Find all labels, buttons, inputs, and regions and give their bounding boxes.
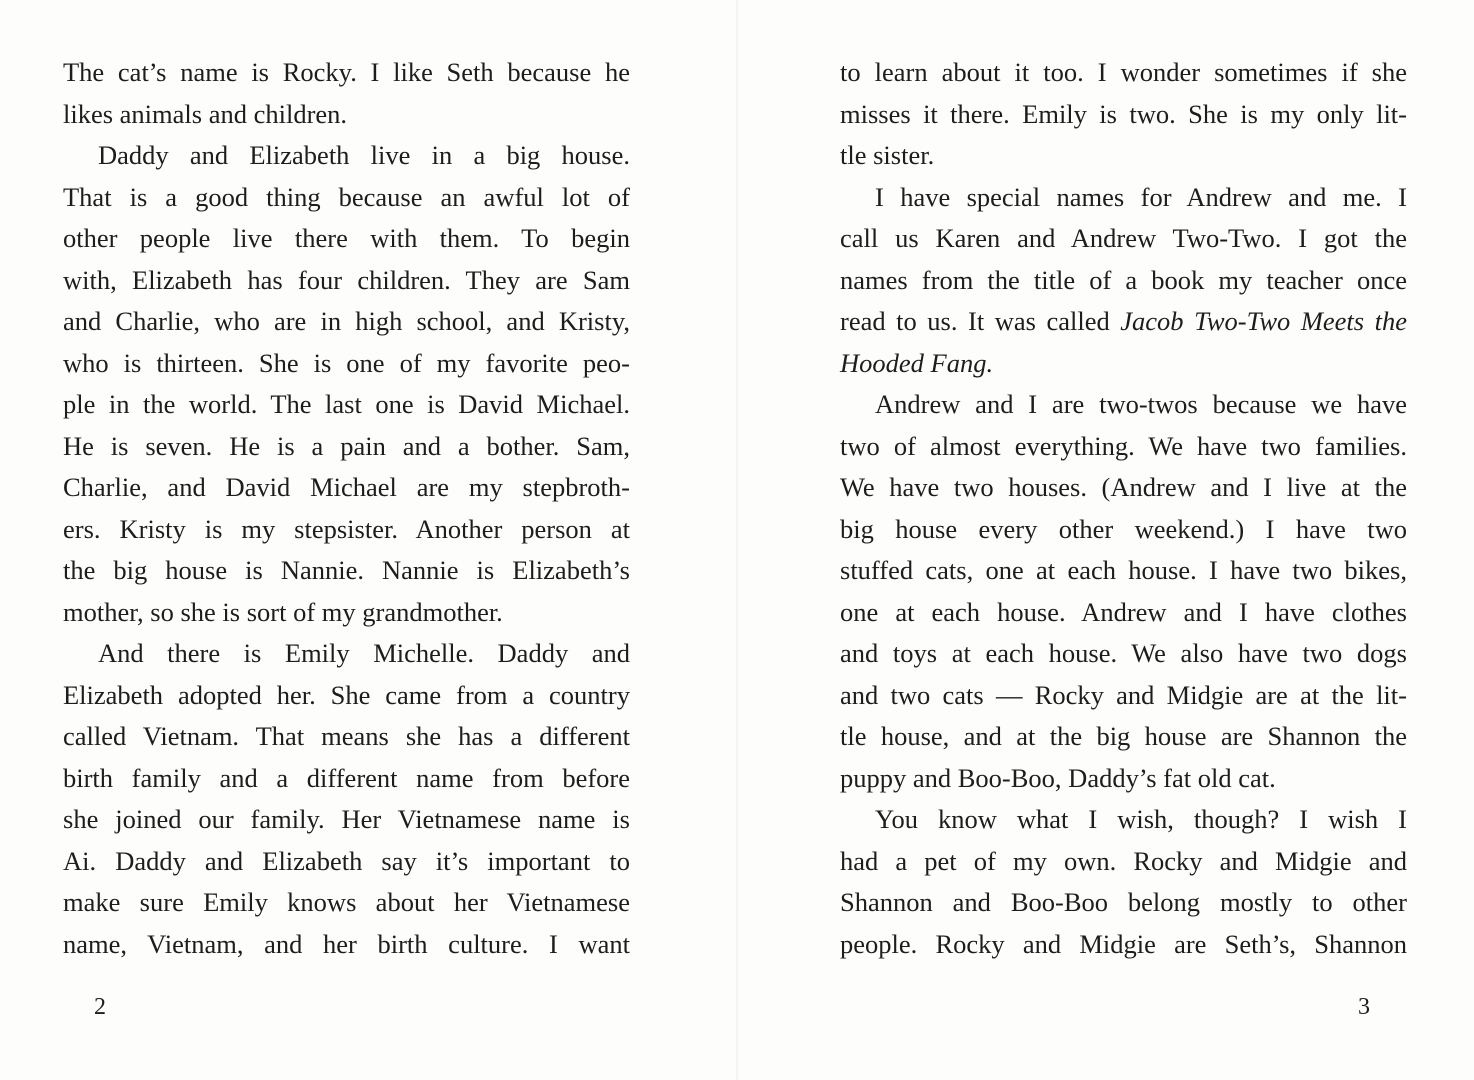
text-line (63, 716, 630, 758)
text-line (63, 467, 630, 509)
right-page-text (840, 52, 1407, 965)
text-line-content: to learn about it too. I wonder sometimes if she (840, 57, 1407, 87)
text-line (840, 426, 1407, 468)
text-line-content: He is seven. He is a pain and a bother. Sam, (63, 430, 630, 461)
text-line-content: read to us. It was called (840, 306, 1121, 336)
text-line-content: make sure Emily knows about her Vietnamese (63, 887, 630, 917)
text-line (840, 758, 1407, 800)
text-line (63, 509, 630, 551)
text-line-content: two of almost everything. We have two families. (840, 430, 1407, 461)
text-line (63, 260, 630, 302)
text-line-content: had a pet of my own. Rocky and Midgie and (840, 845, 1407, 876)
text-line (63, 177, 630, 219)
text-line-content: Elizabeth adopted her. She came from a country (63, 679, 630, 710)
text-line-content: call us Karen and Andrew Two-Two. I got the (840, 223, 1407, 253)
text-line-content: Andrew and I are two-twos because we have (875, 389, 1407, 419)
text-line-content: stuffed cats, one at each house. I have two bikes, (840, 555, 1407, 585)
text-line-content: And there is Emily Michelle. Daddy and (98, 638, 630, 668)
text-line (840, 467, 1407, 509)
text-line (63, 343, 630, 385)
left-page-text (63, 52, 630, 965)
right-page-number: 3 (1358, 994, 1370, 1020)
text-line (840, 882, 1407, 924)
text-line (63, 882, 630, 924)
text-line (63, 675, 630, 717)
text-line (840, 550, 1407, 592)
text-line (63, 426, 630, 468)
text-line (840, 509, 1407, 551)
text-line (840, 301, 1407, 343)
text-line (63, 52, 630, 94)
text-line (840, 52, 1407, 94)
text-line (63, 758, 630, 800)
text-line-content: Ai. Daddy and Elizabeth say it’s important to (63, 845, 630, 876)
text-line-content: and toys at each house. We also have two dogs (840, 638, 1407, 668)
text-line-content: one at each house. Andrew and I have clothes (840, 596, 1407, 627)
left-page-number: 2 (94, 994, 106, 1020)
text-line-content: names from the title of a book my teacher once (840, 264, 1407, 295)
text-line-content: who is thirteen. She is one of my favorite peo- (63, 347, 630, 378)
text-line-content: tle sister. (840, 140, 935, 170)
text-line (840, 343, 1407, 385)
text-line (63, 384, 630, 426)
text-line (840, 924, 1407, 966)
text-line (63, 799, 630, 841)
text-line-content: Shannon and Boo-Boo belong mostly to other (840, 887, 1407, 917)
text-line-content: mother, so she is sort of my grandmother. (63, 596, 503, 627)
text-line (840, 633, 1407, 675)
text-line (63, 135, 630, 177)
text-line-content: birth family and a different name from before (63, 762, 630, 793)
text-line (63, 592, 630, 634)
text-line-content: misses it there. Emily is two. She is my only lit- (840, 98, 1407, 129)
text-line-content: ers. Kristy is my stepsister. Another person at (63, 513, 630, 544)
text-line (63, 550, 630, 592)
text-line (840, 592, 1407, 634)
text-line-content: I have special names for Andrew and me. I (875, 181, 1407, 212)
text-line (840, 135, 1407, 177)
text-line (63, 924, 630, 966)
text-line-content: That is a good thing because an awful lot of (63, 181, 630, 212)
text-line-content: the big house is Nannie. Nannie is Elizabeth’s (63, 555, 630, 585)
book-gutter (736, 0, 738, 1080)
text-line-content: The cat’s name is Rocky. I like Seth because he (63, 57, 630, 87)
text-line (63, 841, 630, 883)
text-line (63, 94, 630, 136)
text-line (840, 841, 1407, 883)
text-line-content: people. Rocky and Midgie are Seth’s, Shannon (840, 928, 1407, 959)
text-line-content: other people live there with them. To begin (63, 223, 630, 253)
text-line-content: called Vietnam. That means she has a different (63, 721, 630, 751)
text-line (840, 260, 1407, 302)
book-title-italic: Jacob Two-Two Meets the (1120, 306, 1408, 336)
text-line (840, 177, 1407, 219)
text-line (63, 633, 630, 675)
text-line (63, 218, 630, 260)
text-line-content: You know what I wish, though? I wish I (875, 804, 1407, 834)
text-line (840, 218, 1407, 260)
text-line (840, 716, 1407, 758)
book-title-italic: Hooded Fang. (840, 347, 994, 378)
text-line-content: big house every other weekend.) I have two (840, 513, 1407, 544)
text-line-content: with, Elizabeth has four children. They are Sam (63, 264, 630, 295)
text-line-content: tle house, and at the big house are Shannon the (840, 721, 1407, 751)
text-line-content: and Charlie, who are in high school, and Kristy, (63, 306, 630, 336)
text-line-content: Daddy and Elizabeth live in a big house. (98, 140, 630, 170)
text-line (840, 94, 1407, 136)
text-line (63, 301, 630, 343)
text-line (840, 799, 1407, 841)
text-line-content: name, Vietnam, and her birth culture. I want (63, 928, 630, 959)
text-line (840, 384, 1407, 426)
text-line-content: Charlie, and David Michael are my stepbroth- (63, 472, 630, 502)
text-line-content: she joined our family. Her Vietnamese name is (63, 804, 630, 834)
text-line-content: puppy and Boo-Boo, Daddy’s fat old cat. (840, 762, 1276, 793)
text-line-content: ple in the world. The last one is David Michael. (63, 389, 630, 419)
text-line (840, 675, 1407, 717)
text-line-content: likes animals and children. (63, 98, 348, 129)
text-line-content: and two cats — Rocky and Midgie are at the lit- (840, 679, 1407, 710)
text-line-content: We have two houses. (Andrew and I live at the (840, 472, 1407, 502)
